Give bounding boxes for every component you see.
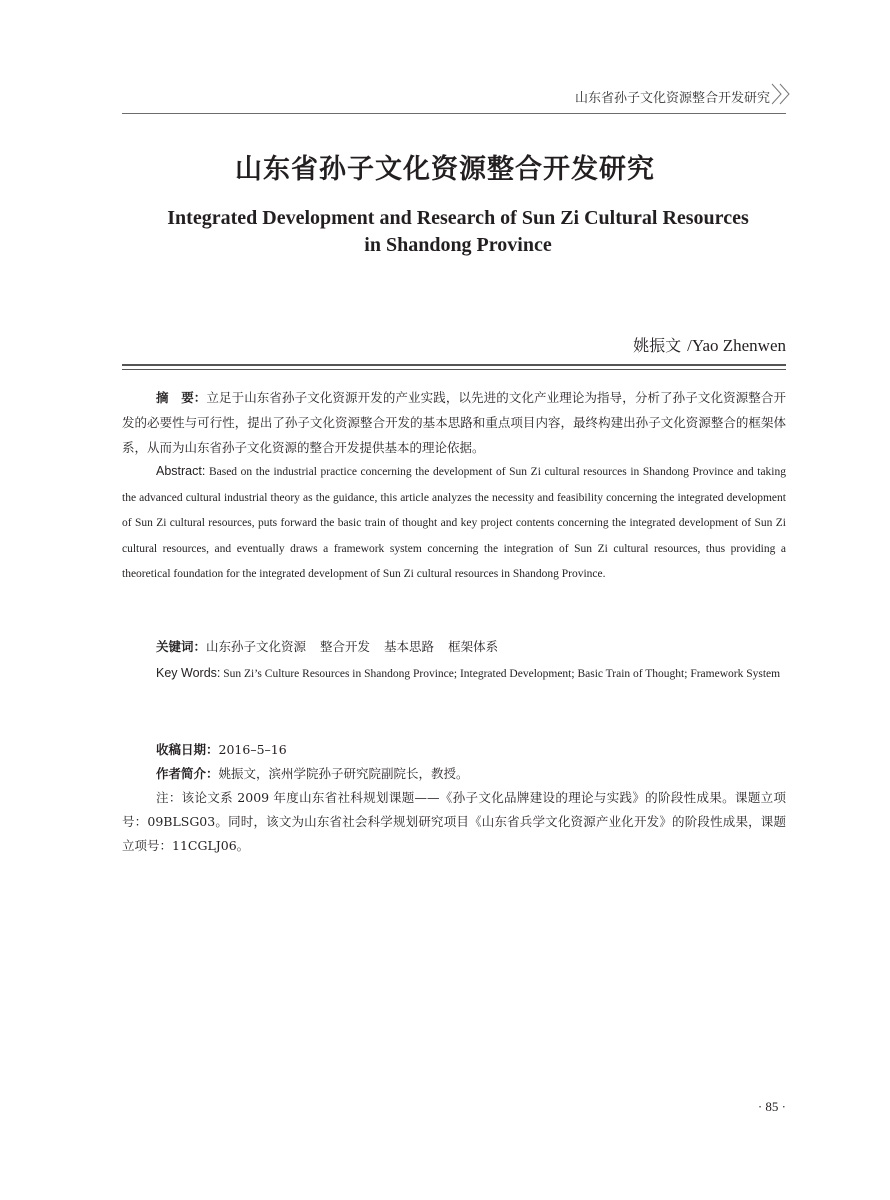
double-rule-thick xyxy=(122,364,786,366)
abstract-cn-text: 立足于山东省孙子文化资源开发的产业实践，以先进的文化产业理论为指导，分析了孙子文化资源整合开发的必要性与可行性，提出了孙子文化资源整合开发的基本思路和重点项目内容，最终构建出孙子文化资源整合的框架体系，从而为山东省孙子文化资源的整合开发提供基本的理论依据。 xyxy=(122,390,786,455)
abstract-en xyxy=(122,459,786,588)
article-title-en xyxy=(120,205,796,259)
keywords-cn xyxy=(122,635,786,659)
header-rule xyxy=(122,113,786,114)
keyword-cn-2: 整合开发 xyxy=(320,639,371,654)
keywords-en xyxy=(122,660,786,687)
keywords-en-text: Sun Zi’s Culture Resources in Shandong Province; Integrated Development; Basic Train of Thought; Framework System xyxy=(223,668,781,680)
double-chevron-right-icon xyxy=(770,82,792,106)
double-rule-thin xyxy=(122,369,786,370)
running-header-title: 山东省孙子文化资源整合开发研究 xyxy=(574,91,770,106)
abstract-en-label: Abstract: xyxy=(156,464,206,478)
abstract-cn-label: 摘 要： xyxy=(156,390,207,405)
abstract-en-text: Based on the industrial practice concerning the development of Sun Zi cultural resources in Shandong Province and taking the advanced cultural industrial theory as the guidance, this article analyzes the necessity and feasibility concerning the integrated development of Sun Zi cultural resources, puts forward the basic train of thought and key project contents concerning the integrated development of Sun Zi cultural resources, and eventually draws a framework system concerning the integration of Sun Zi cultural resources, thus providing a theoretical foundation for the integrated development of Sun Zi cultural resources in Shandong Province. xyxy=(122,466,786,581)
author-bio-label: 作者简介： xyxy=(156,766,219,781)
abstract-cn xyxy=(122,385,786,460)
received-date xyxy=(122,738,786,762)
keywords-cn-label: 关键词： xyxy=(156,639,207,654)
received-date-label: 收稿日期： xyxy=(156,742,219,757)
funding-note: 注：该论文系 2009 年度山东省社科规划课题——《孙子文化品牌建设的理论与实践》的阶段性成果。课题立项号：09BLSG03。同时，该文为山东省社会科学规划研究项目《山东省兵学文化资源产业化开发》的阶段性成果，课题立项号：11CGLJ06。 xyxy=(122,790,786,853)
title-en-line-1: Integrated Development and Research of Sun Zi Cultural Resources xyxy=(167,207,749,229)
author-byline xyxy=(633,333,786,356)
author-bio-value: 姚振文，滨州学院孙子研究院副院长，教授。 xyxy=(218,766,469,781)
author-name-en: /Yao Zhenwen xyxy=(687,336,786,355)
article-title-cn: 山东省孙子文化资源整合开发研究 xyxy=(235,154,655,185)
keyword-cn-1: 山东孙子文化资源 xyxy=(206,639,307,654)
keyword-cn-3: 基本思路 xyxy=(384,639,435,654)
author-bio xyxy=(122,762,786,786)
received-date-value: 2016–5–16 xyxy=(218,742,287,757)
keyword-cn-4: 框架体系 xyxy=(448,639,499,654)
author-name-cn: 姚振文 xyxy=(633,336,682,355)
page-number: · 85 · xyxy=(757,1099,786,1114)
title-en-line-2: in Shandong Province xyxy=(364,234,552,256)
keywords-en-label: Key Words: xyxy=(156,666,221,680)
